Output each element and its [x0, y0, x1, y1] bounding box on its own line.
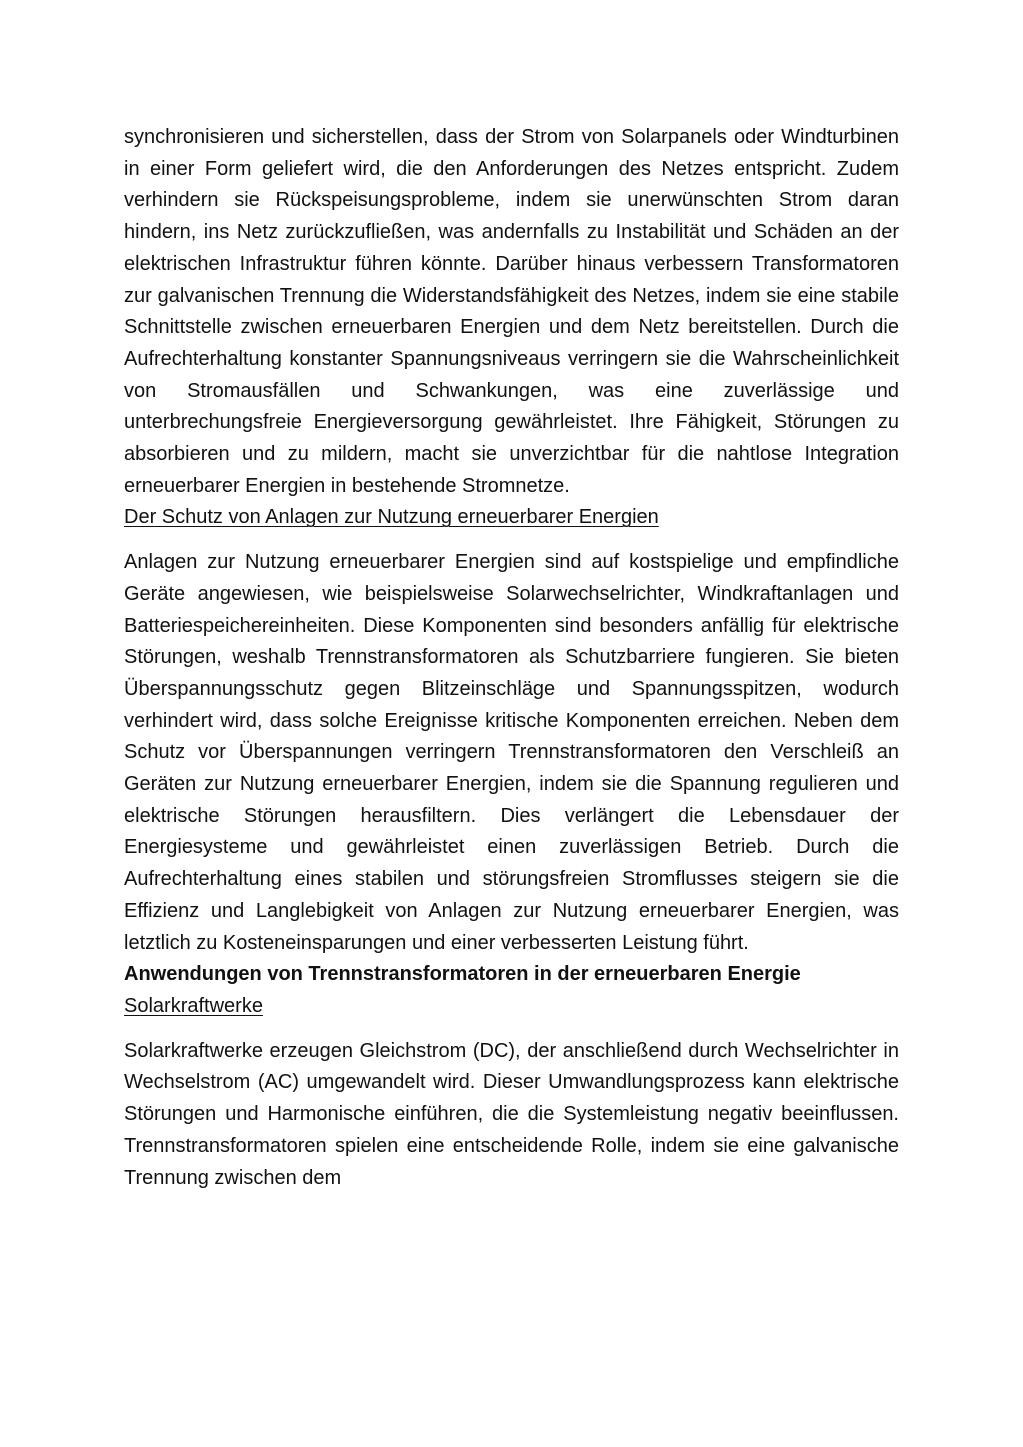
body-paragraph-solar-plants: Solarkraftwerke erzeugen Gleichstrom (DC), der anschließend durch Wechselrichter in Wechselstrom (AC) umgewandelt wird. Dieser Umwandlungsprozess kann elektrische Störungen und Harmonische einführen, die die Systemleistung negativ beeinflussen. Trennstransformatoren spielen eine entscheidende Rolle, indem sie eine galvanische Trennung zwischen dem [124, 1039, 899, 1189]
subsection-heading-solar-plants: Solarkraftwerke [124, 994, 263, 1017]
section-heading-applications: Anwendungen von Trennstransformatoren in der erneuerbaren Energie [124, 963, 801, 986]
body-paragraph-equipment-protection: Anlagen zur Nutzung erneuerbarer Energien sind auf kostspielige und empfindliche Geräte angewiesen, wie beispielsweise Solarwechselrichter, Windkraftanlagen und Batteriespeichereinheiten. Diese Komponenten sind besonders anfällig für elektrische Störungen, weshalb Trennstransformatoren als Schutzbarriere fungieren. Sie bieten Überspannungsschutz gegen Blitzeinschläge und Spannungsspitzen, wodurch verhindert wird, dass solche Ereignisse kritische Komponenten erreichen. Neben dem Schutz vor Überspannungen verringern Trennstransformatoren den Verschleiß an Geräten zur Nutzung erneuerbarer Energien, indem sie die Spannung regulieren und elektrische Störungen herausfiltern. Dies verlängert die Lebensdauer der Energiesysteme und gewährleistet einen zuverlässigen Betrieb. Durch die Aufrechterhaltung eines stabilen und störungsfreien Stromflusses steigern sie die Effizienz und Langlebigkeit von Anlagen zur Nutzung erneuerbarer Energien, was letztlich zu Kosteneinsparungen und einer verbesserten Leistung führt. [124, 551, 899, 954]
document-body [124, 122, 899, 1194]
body-paragraph-grid-integration: synchronisieren und sicherstellen, dass der Strom von Solarpanels oder Windturbinen in einer Form geliefert wird, die den Anforderungen des Netzes entspricht. Zudem verhindern sie Rückspeisungsprobleme, indem sie unerwünschten Strom daran hindern, ins Netz zurückzufließen, was andernfalls zu Instabilität und Schäden an der elektrischen Infrastruktur führen könnte. Darüber hinaus verbessern Transformatoren zur galvanischen Trennung die Widerstandsfähigkeit des Netzes, indem sie eine stabile Schnittstelle zwischen erneuerbaren Energien und dem Netz bereitstellen. Durch die Aufrechterhaltung konstanter Spannungsniveaus verringern sie die Wahrscheinlichkeit von Stromausfällen und Schwankungen, was eine zuverlässige und unterbrechungsfreie Energieversorgung gewährleistet. Ihre Fähigkeit, Störungen zu absorbieren und zu mildern, macht sie unverzichtbar für die nahtlose Integration erneuerbarer Energien in bestehende Stromnetze. [124, 126, 899, 497]
section-heading-equipment-protection: Der Schutz von Anlagen zur Nutzung erneuerbarer Energien [124, 506, 659, 529]
